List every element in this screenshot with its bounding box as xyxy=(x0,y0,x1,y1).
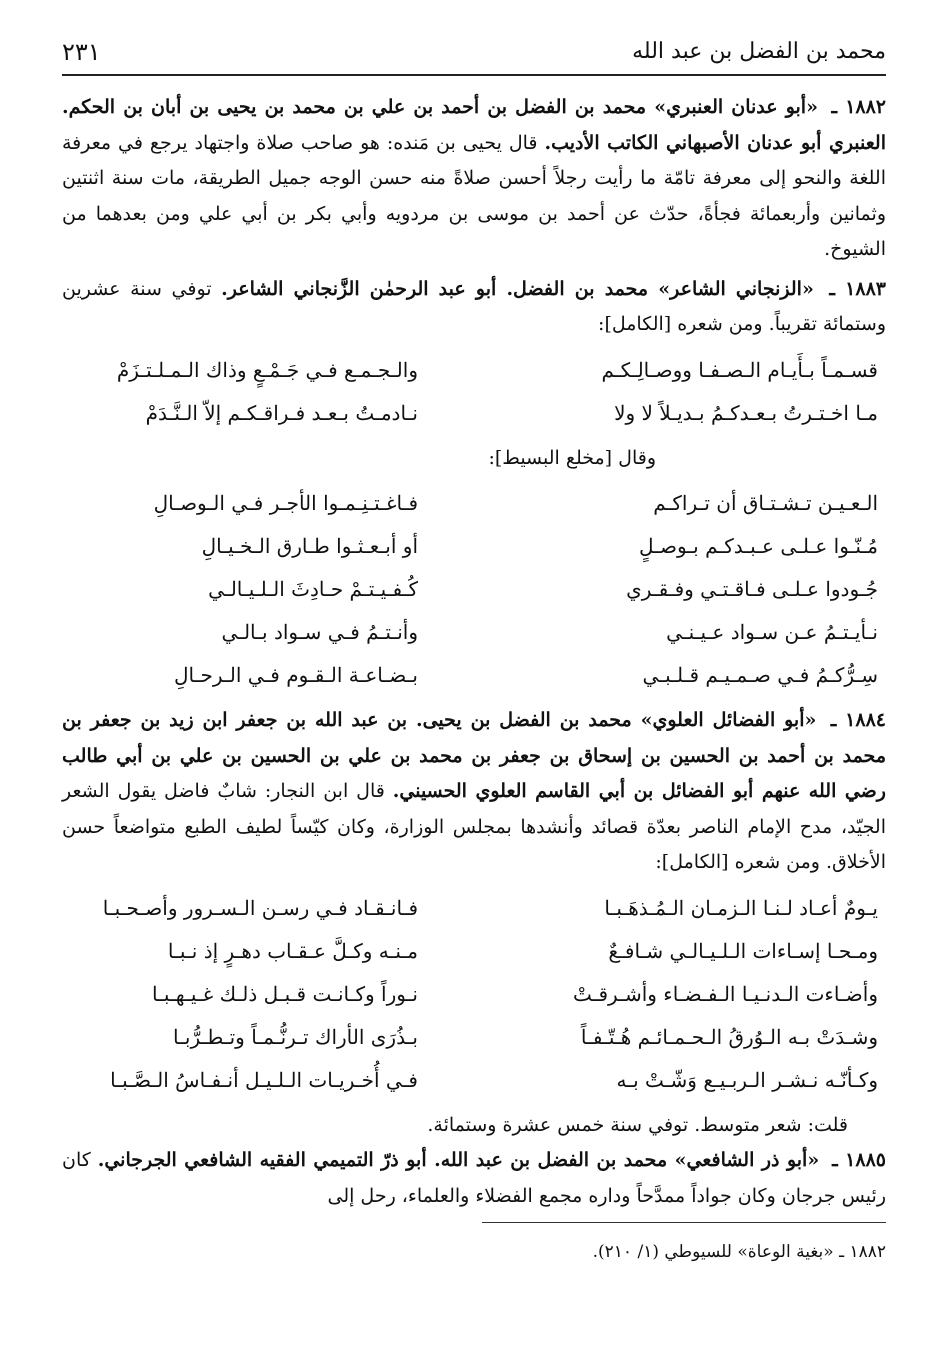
entry-1882 xyxy=(62,90,886,268)
page-number: ٢٣١ xyxy=(62,38,101,66)
verse xyxy=(62,525,886,568)
entry-1884 xyxy=(62,703,886,881)
second-hemistich: بـضـاعـة الـقـوم فـي الـرحـالِ xyxy=(174,663,418,687)
second-hemistich: فـي أُخـريـات الـلـيـل أنـفـاسُ الـصَّـبـا xyxy=(110,1067,418,1092)
editor-note: قلت: شعر متوسط. توفي سنة خمس عشرة وستمائة. xyxy=(427,1113,848,1136)
first-hemistich: وشـدَتْ بـه الـوُرقُ الـحـمـائـم هُـتّـفـاً xyxy=(580,1024,878,1049)
second-hemistich: بـذُرَى الأراك تـرنُّـمـاً وتـطـرُّبـا xyxy=(172,1024,418,1049)
second-hemistich: نـوراً وكـانـت قـبـل ذلـك غـيـهـبـا xyxy=(151,981,418,1006)
verse xyxy=(62,611,886,654)
verse xyxy=(62,1059,886,1102)
second-hemistich: نـادمـتُ بـعـد فـراقـكـم إلاّ الـنَّـدَمْ xyxy=(145,400,418,425)
verse xyxy=(62,392,886,435)
verse xyxy=(62,482,886,525)
second-hemistich: فـاغـتـنِـمـوا الأجـر فـي الـوصـالِ xyxy=(153,491,418,515)
second-hemistich: أو أبـعـثـوا طـارق الـخـيـالِ xyxy=(201,534,418,558)
entry-number: ١٨٨٥ ـ xyxy=(832,1149,886,1171)
second-hemistich: مـنـه وكـلَّ عـقـاب دهـرٍ إذ نـبـا xyxy=(167,938,418,963)
second-hemistich: فـانـقـاد فـي رسـن الـسـرور وأصـحـبـا xyxy=(102,895,418,920)
footnote-rule xyxy=(482,1222,886,1223)
poem-kamil-1884 xyxy=(62,887,886,1102)
first-hemistich: وكـأنّـه نـشـر الـربـيـع وَشّـتْ بـه xyxy=(616,1067,878,1092)
running-title: محمد بن الفضل بن عبد الله xyxy=(632,39,886,64)
first-hemistich: ومـحـا إسـاءات الـلـيـالـي شـافـعٌ xyxy=(608,938,878,963)
first-hemistich: يـومٌ أعـاد لـنـا الـزمـان الـمُـذهَـبـا xyxy=(604,895,878,920)
verse xyxy=(62,654,886,697)
entry-heading: «أبو ذر الشافعي» محمد بن الفضل بن عبد الله. أبو ذرّ التميمي الفقيه الشافعي الجرجاني. xyxy=(97,1149,820,1171)
first-hemistich: قسـمـاً بـأَيـام الـصـفـا ووصـالِـكـم xyxy=(601,357,878,382)
first-hemistich: وأضـاءت الـدنـيـا الـفـضـاء وأشـرقـتْ xyxy=(573,981,878,1006)
page-body xyxy=(62,90,886,1214)
verse xyxy=(62,973,886,1016)
poem-basit-1883 xyxy=(62,482,886,697)
book-page xyxy=(62,30,886,1218)
second-hemistich: وأنـتـمُ فـي سـواد بـالـي xyxy=(221,620,418,644)
entry-heading: «أبو عدنان العنبري» محمد بن الفضل بن أحمد بن علي بن محمد بن يحيى بن أبان بن الحكم. العنبري أبو عدنان الأصبهاني الكاتب الأديب. xyxy=(62,96,886,154)
verse xyxy=(62,930,886,973)
entry-number: ١٨٨٤ ـ xyxy=(830,709,886,731)
first-hemistich: نـأيـتـمُ عـن سـواد عـيـنـي xyxy=(666,620,878,644)
first-hemistich: مُـنّـوا عـلـى عـبـدكـم بـوصـلٍ xyxy=(639,534,878,558)
second-hemistich: كُـفـيـتـمْ حـادِثَ الـلـيـالـي xyxy=(208,577,418,601)
entry-number: ١٨٨٣ ـ xyxy=(829,277,886,300)
entry-1885 xyxy=(62,1143,886,1214)
entry-text: قال يحيى بن مَنده: هو صاحب صلاة واجتهاد يرجع في معرفة اللغة والنحو إلى معرفة تامّة ما رأيت رجلاً أحسن صلاةً منه حسن الوجه جميل الطريقة، مات سنة اثنتين وثمانين وأربعمائة فجأةً، حدّث عن أحمد بن موسى بن مردويه وأبي بكر بن أبي علي ومن بعدهما من الشيوخ. xyxy=(62,131,886,260)
entry-heading: «أبو الفضائل العلوي» محمد بن الفضل بن يحيى. بن عبد الله بن جعفر ابن زيد بن جعفر بن محمد بن أحمد بن الحسين بن إسحاق بن جعفر بن محمد بن علي بن الحسين بن علي بن أبي طالب رضي الله عنهم أبو الفضائل بن أبي القاسم العلوي الحسيني. xyxy=(62,709,886,802)
verse xyxy=(62,349,886,392)
first-hemistich: جُـودوا عـلـى فـاقـتـي وفـقـري xyxy=(626,577,878,601)
poem-kamil-1883 xyxy=(62,349,886,435)
entry-heading: «الزنجاني الشاعر» محمد بن الفضل. أبو عبد الرحمٰن الزَّنجاني الشاعر. xyxy=(221,277,814,300)
first-hemistich: الـعـيـن تـشـتـاق أن تـراكـم xyxy=(653,491,878,515)
first-hemistich: سِـرُّكـمُ فـي صـمـيـم قـلـبـي xyxy=(642,663,878,687)
footnote: ١٨٨٢ ـ «بغية الوعاة» للسيوطي (١/ ٢١٠). xyxy=(592,1242,886,1262)
verse xyxy=(62,887,886,930)
verse xyxy=(62,1016,886,1059)
running-header xyxy=(62,30,886,76)
first-hemistich: مـا اخـتـرتُ بـعـدكـمُ بـديـلاً لا ولا xyxy=(614,400,878,425)
entry-number: ١٨٨٢ ـ xyxy=(831,96,887,118)
verse xyxy=(62,568,886,611)
entry-1883 xyxy=(62,272,886,343)
second-hemistich: والـجـمـع فـي جَـمْـعٍ وذاك الـمـلـتـزَمْ xyxy=(116,357,418,382)
meter-label: وقال [مخلع البسيط]: xyxy=(488,446,656,469)
entry-text: توفي سنة عشرين وستمائة تقريباً. ومن شعره [الكامل]: xyxy=(62,277,886,335)
entry-text: قال ابن النجار: شابٌ فاضل يقول الشعر الجيّد، مدح الإمام الناصر بعدّة قصائد وأنشدها بمجلس الوزارة، وكان كيّساً لطيف الطبع متواضعاً حسن الأخلاق. ومن شعره [الكامل]: xyxy=(62,780,886,873)
entry-text: كان رئيس جرجان وكان جواداً ممدَّحاً وداره مجمع الفضلاء والعلماء، رحل إلى xyxy=(62,1149,886,1207)
